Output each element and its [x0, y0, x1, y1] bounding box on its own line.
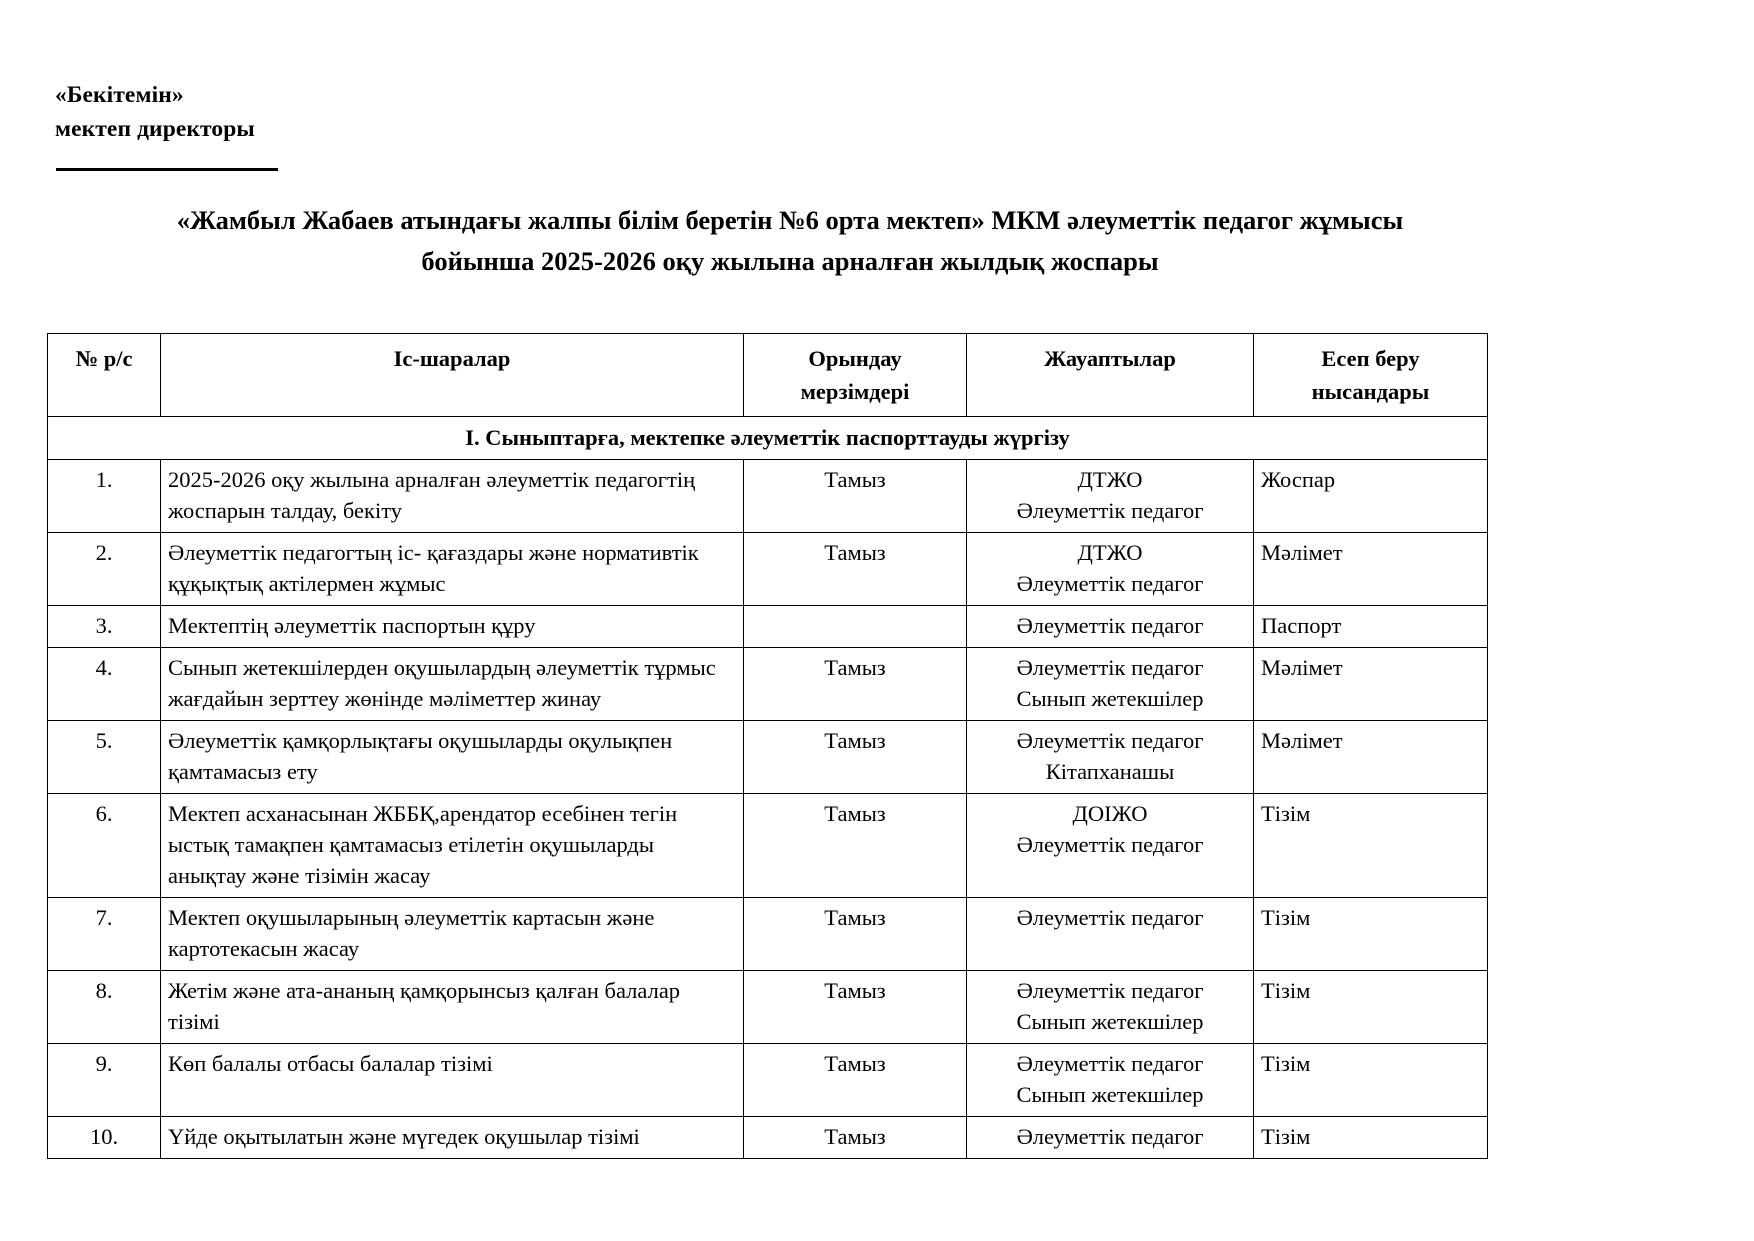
row-responsible — [967, 1117, 1254, 1159]
table-body — [48, 417, 1488, 1159]
table-header-row — [48, 334, 1488, 417]
column-header-term-line-1: Орындау — [808, 346, 902, 371]
row-number: 5. — [48, 721, 161, 794]
row-number: 2. — [48, 533, 161, 606]
row-activity: Жетім және ата-ананың қамқорынсыз қалған балалар тізімі — [161, 971, 744, 1044]
row-term: Тамыз — [744, 460, 967, 533]
row-number: 1. — [48, 460, 161, 533]
row-report: Тізім — [1254, 898, 1488, 971]
table-row — [48, 1044, 1488, 1117]
table-row — [48, 1117, 1488, 1159]
row-responsible-line-1: Әлеуметтік педагог — [1016, 978, 1204, 1003]
row-responsible-line-2: Әлеуметтік педагог — [1016, 571, 1204, 596]
row-responsible-line-2: Әлеуметтік педагог — [1016, 498, 1204, 523]
row-report: Мәлімет — [1254, 648, 1488, 721]
table-row — [48, 460, 1488, 533]
row-responsible — [967, 794, 1254, 898]
table-row — [48, 898, 1488, 971]
page-title — [50, 200, 1530, 282]
row-report: Жоспар — [1254, 460, 1488, 533]
row-activity: Көп балалы отбасы балалар тізімі — [161, 1044, 744, 1117]
row-term: Тамыз — [744, 971, 967, 1044]
row-responsible-line-1: Әлеуметтік педагог — [1016, 655, 1204, 680]
row-responsible-line-1: ДТЖО — [1077, 467, 1143, 492]
row-number: 4. — [48, 648, 161, 721]
approval-block — [55, 78, 255, 146]
row-responsible — [967, 460, 1254, 533]
section-header-label: I. Сыныптарға, мектепке әлеуметтік паспорттауды жүргізу — [48, 417, 1488, 460]
column-header-activity: Іс-шаралар — [161, 334, 744, 417]
signature-line — [56, 168, 278, 171]
column-header-term — [744, 334, 967, 417]
row-activity: Әлеуметтік педагогтың іс- қағаздары және нормативтік құқықтық актілермен жұмыс — [161, 533, 744, 606]
table-row — [48, 648, 1488, 721]
row-responsible — [967, 533, 1254, 606]
row-number: 8. — [48, 971, 161, 1044]
row-report: Тізім — [1254, 1044, 1488, 1117]
row-report: Паспорт — [1254, 606, 1488, 648]
row-responsible-line-1: ДТЖО — [1077, 540, 1143, 565]
row-activity: Сынып жетекшілерден оқушылардың әлеуметтік тұрмыс жағдайын зерттеу жөнінде мәліметтер жинау — [161, 648, 744, 721]
row-number: 3. — [48, 606, 161, 648]
row-activity: Мектептің әлеуметтік паспортын құру — [161, 606, 744, 648]
row-responsible-line-1: Әлеуметтік педагог — [1016, 1124, 1204, 1149]
section-header-row — [48, 417, 1488, 460]
table-row — [48, 971, 1488, 1044]
row-responsible — [967, 606, 1254, 648]
page-title-line-1: «Жамбыл Жабаев атындағы жалпы білім беретін №6 орта мектеп» МКМ әлеуметтік педагог жұмысы — [176, 205, 1404, 235]
column-header-responsible: Жауаптылар — [967, 334, 1254, 417]
row-number: 10. — [48, 1117, 161, 1159]
row-term: Тамыз — [744, 533, 967, 606]
row-responsible — [967, 898, 1254, 971]
plan-table-container — [47, 333, 1487, 1159]
row-responsible-line-1: Әлеуметтік педагог — [1016, 613, 1204, 638]
table-header — [48, 334, 1488, 417]
page-title-line-2: бойынша 2025-2026 оқу жылына арналған жылдық жоспары — [421, 246, 1159, 276]
row-activity: Әлеуметтік қамқорлықтағы оқушыларды оқулықпен қамтамасыз ету — [161, 721, 744, 794]
row-responsible — [967, 648, 1254, 721]
plan-table — [47, 333, 1488, 1159]
row-number: 9. — [48, 1044, 161, 1117]
table-row — [48, 606, 1488, 648]
row-responsible — [967, 721, 1254, 794]
row-activity: Мектеп оқушыларының әлеуметтік картасын және картотекасын жасау — [161, 898, 744, 971]
row-activity: Мектеп асханасынан ЖББҚ,арендатор есебінен тегін ыстық тамақпен қамтамасыз етілетін оқушыларды анықтау және тізімін жасау — [161, 794, 744, 898]
row-number: 7. — [48, 898, 161, 971]
row-responsible — [967, 1044, 1254, 1117]
row-responsible-line-1: Әлеуметтік педагог — [1016, 728, 1204, 753]
row-report: Мәлімет — [1254, 721, 1488, 794]
row-report: Мәлімет — [1254, 533, 1488, 606]
table-row — [48, 794, 1488, 898]
column-header-report-line-2: нысандары — [1311, 379, 1430, 404]
row-number: 6. — [48, 794, 161, 898]
approval-role: мектеп директоры — [55, 116, 255, 142]
row-report: Тізім — [1254, 1117, 1488, 1159]
row-responsible-line-1: Әлеуметтік педагог — [1016, 905, 1204, 930]
row-term: Тамыз — [744, 648, 967, 721]
table-row — [48, 533, 1488, 606]
row-responsible — [967, 971, 1254, 1044]
column-header-number: № р/с — [48, 334, 161, 417]
row-responsible-line-2: Әлеуметтік педагог — [1016, 832, 1204, 857]
row-responsible-line-2: Сынып жетекшілер — [1016, 1082, 1204, 1107]
column-header-term-line-2: мерзімдері — [800, 379, 910, 404]
row-responsible-line-2: Сынып жетекшілер — [1016, 686, 1204, 711]
row-term: Тамыз — [744, 794, 967, 898]
row-report: Тізім — [1254, 971, 1488, 1044]
row-activity: 2025-2026 оқу жылына арналған әлеуметтік педагогтің жоспарын талдау, бекіту — [161, 460, 744, 533]
row-term: Тамыз — [744, 721, 967, 794]
row-responsible-line-1: Әлеуметтік педагог — [1016, 1051, 1204, 1076]
column-header-report — [1254, 334, 1488, 417]
approval-word: «Бекітемін» — [55, 82, 184, 108]
row-responsible-line-1: ДОІЖО — [1072, 801, 1148, 826]
row-term: Тамыз — [744, 1117, 967, 1159]
row-report: Тізім — [1254, 794, 1488, 898]
row-term: Тамыз — [744, 1044, 967, 1117]
table-row — [48, 721, 1488, 794]
row-responsible-line-2: Кітапханашы — [1045, 759, 1175, 784]
row-term: Тамыз — [744, 898, 967, 971]
row-activity: Үйде оқытылатын және мүгедек оқушылар тізімі — [161, 1117, 744, 1159]
column-header-report-line-1: Есеп беру — [1321, 346, 1420, 371]
row-term — [744, 606, 967, 648]
row-responsible-line-2: Сынып жетекшілер — [1016, 1009, 1204, 1034]
